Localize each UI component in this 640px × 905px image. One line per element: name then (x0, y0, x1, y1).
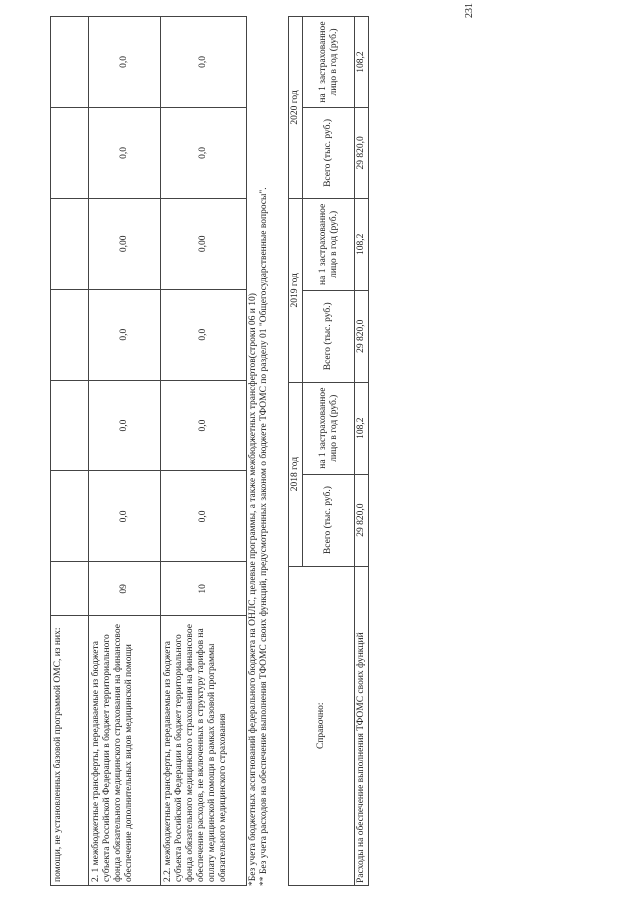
year-header: 2020 год (289, 17, 303, 199)
row-code: 10 (161, 562, 247, 616)
table-row (355, 17, 369, 886)
footnote-1: *Без учета бюджетных ассигнований федерального бюджета на ОНЛС, целевые программы, а также межбюджетных трансфертов(строки 06 и 10) (248, 293, 258, 886)
column-header: на 1 застрахованное лицо в год (руб.) (303, 382, 355, 474)
cell-value: 29 820,0 (355, 474, 369, 566)
row-label: помощи, не установленных базовой программой ОМС, из них: (51, 616, 89, 886)
table-row (89, 17, 161, 886)
cell-value: 29 820,0 (355, 107, 369, 198)
column-header: Всего (тыс. руб.) (303, 107, 355, 198)
row-label: 2.2. межбюджетные трансферты, передаваемые из бюджета субъекта Российской Федерации в бюджет территориального фонда обязательного медицинского страхования на финансовое обеспечение расходов, не включенных в структуру тарифов на оплату медицинской помощи в рамках базовой программы обязательного медицинского страхования (161, 616, 247, 886)
row-label: 2. 1 межбюджетные трансферты, передаваемые из бюджета субъекта Российской Федерации в бюджет территориального фонда обязательного медицинского страхования на финансовое обеспечение дополнительных видов медицинской помощи (89, 616, 161, 886)
reference-header-label: Справочно: (289, 566, 355, 885)
table-row (161, 17, 247, 886)
year-header: 2018 год (289, 382, 303, 566)
cell-value: 108,2 (355, 17, 369, 108)
column-header: Всего (тыс. руб.) (303, 474, 355, 566)
cell-value: 0,0 (161, 380, 247, 471)
cell-value: 29 820,0 (355, 290, 369, 382)
cell-value: 108,2 (355, 382, 369, 474)
row-label: Расходы на обеспечение выполнения ТФОМС своих функций (355, 566, 369, 885)
column-header: на 1 застрахованное лицо в год (руб.) (303, 17, 355, 108)
cell-value: 108,2 (355, 198, 369, 290)
footnote-2: ** Без учета расходов на обеспечение выполнения ТФОМС своих функций, предусмотренных законом о бюджете ТФОМС по разделу 01 "Общегосударственные вопросы". (259, 187, 269, 886)
main-table (50, 16, 247, 886)
cell-value: 0,0 (161, 107, 247, 198)
rotated-content (50, 3, 475, 886)
cell-value: 0,0 (89, 107, 161, 198)
cell-value: 0,0 (161, 289, 247, 380)
cell-value: 0,00 (161, 198, 247, 289)
page-number: 231 (464, 3, 475, 18)
column-header: Всего (тыс. руб.) (303, 290, 355, 382)
footnotes (248, 16, 270, 886)
column-header: на 1 застрахованное лицо в год (руб.) (303, 198, 355, 290)
table-row (51, 17, 89, 886)
cell-value: 0,0 (89, 380, 161, 471)
cell-value: 0,00 (89, 198, 161, 289)
cell-value: 0,0 (89, 17, 161, 108)
cell-value: 0,0 (161, 471, 247, 562)
cell-value: 0,0 (89, 471, 161, 562)
row-code: 09 (89, 562, 161, 616)
year-header: 2019 год (289, 198, 303, 382)
table-row (289, 17, 303, 886)
cell-value: 0,0 (161, 17, 247, 108)
reference-table (288, 16, 369, 886)
cell-value: 0,0 (89, 289, 161, 380)
